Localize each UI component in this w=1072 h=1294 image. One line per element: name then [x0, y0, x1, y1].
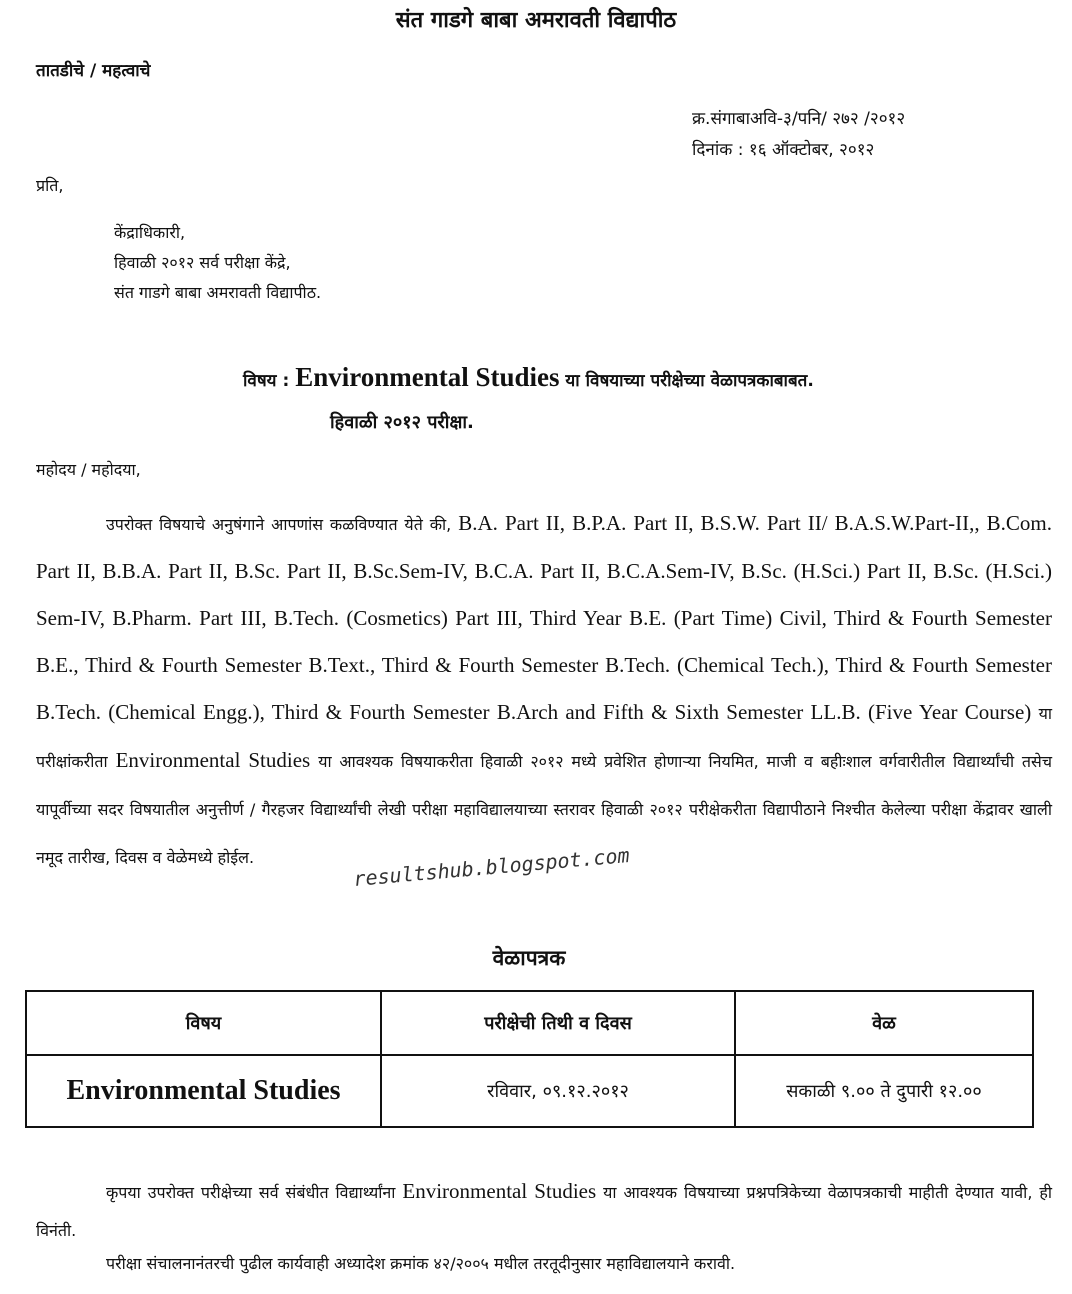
subject-line — [243, 362, 814, 393]
body-tail: या आवश्यक विषयाकरीता हिवाळी २०१२ मध्ये प्रवेशित होणाऱ्या नियमित, माजी व बहीःशाल वर्गवारीतील विद्यार्थ्यांची तसेच यापूर्वीच्या सदर विषयातील अनुत्तीर्ण / गैरहजर विद्यार्थ्यांची लेखी परीक्षा महाविद्यालयाच्या स्तरावर हिवाळी २०१२ परीक्षेकरीता विद्यापीठाने निश्चीत केलेल्या परीक्षा केंद्रावर खाली नमूद तारीख, दिवस व वेळेमध्ये होईल. — [36, 752, 1053, 867]
table-row — [26, 1055, 1033, 1127]
letter-date: दिनांक : १६ ऑक्टोबर, २०१२ — [692, 140, 875, 160]
cell-date: रविवार, ०९.१२.२०१२ — [381, 1055, 735, 1127]
exam-session: हिवाळी २०१२ परीक्षा. — [330, 412, 474, 433]
body-mid: या परीक्षांकरीता — [36, 704, 1053, 771]
course-list: B.A. Part II, B.P.A. Part II, B.S.W. Part II/ B.A.S.W.Part-II,, B.Com. Part II, B.B.A. Part II, B.Sc. Part II, B.Sc.Sem-IV, B.C.A. Part II, B.C.A.Sem-IV, B.Sc. (H.Sci.) Part II, B.Sc. (H.Sci.) Sem-IV, B.Pharm. Part III, B.Tech. (Cosmetics) Part III, Third Year B.E. (Part Time) Civil, Third & Fourth Semester B.E., Third & Fourth Semester B.Text., Third & Fourth Semester B.Tech. (Chemical Tech.), Third & Fourth Semester B.Tech. (Chemical Engg.), Third & Fourth Semester B.Arch and Fifth & Sixth Semester LL.B. (Five Year Course) — [36, 511, 1053, 724]
urgent-label: तातडीचे / महत्वाचे — [36, 61, 151, 81]
closing-part-1: कृपया उपरोक्त परीक्षेच्या सर्व संबंधीत विद्यार्थ्यांना — [106, 1183, 396, 1202]
university-title: संत गाडगे बाबा अमरावती विद्यापीठ — [395, 8, 677, 33]
recipient-line-3: संत गाडगे बाबा अमरावती विद्यापीठ. — [114, 283, 322, 302]
closing-paragraph — [36, 1172, 1052, 1250]
body-subject-name: Environmental Studies — [115, 748, 311, 772]
cell-time: सकाळी ९.०० ते दुपारी १२.०० — [735, 1055, 1033, 1127]
header-date: परीक्षेची तिथी व दिवस — [381, 991, 735, 1055]
body-paragraph — [36, 500, 1052, 881]
body-intro: उपरोक्त विषयाचे अनुषंगाने आपणांस कळविण्यात येते की, — [106, 515, 452, 534]
reference-block — [692, 104, 905, 166]
subject-label: विषय : — [243, 371, 290, 391]
header-time: वेळ — [735, 991, 1033, 1055]
recipient-line-1: केंद्राधिकारी, — [114, 223, 186, 242]
closing-part-2: या आवश्यक विषयाच्या प्रश्नपत्रिकेच्या वेळापत्रकाची माहीती देण्यात यावी, ही विनंती. — [36, 1183, 1052, 1240]
schedule-table — [25, 990, 1034, 1128]
recipient-address — [114, 218, 321, 308]
header-subject: विषय — [26, 991, 381, 1055]
watermark: resultshub.blogspot.com — [352, 842, 631, 892]
subject-course: Environmental Studies — [295, 362, 560, 392]
table-header-row — [26, 991, 1033, 1055]
subject-rest: या विषयाच्या परीक्षेच्या वेळापत्रकाबाबत. — [565, 371, 814, 391]
reference-number: क्र.संगाबाअवि-३/पनि/ २७२ /२०१२ — [692, 109, 906, 129]
cell-subject: Environmental Studies — [26, 1055, 381, 1127]
salutation: महोदय / महोदया, — [36, 460, 141, 479]
recipient-line-2: हिवाळी २०१२ सर्व परीक्षा केंद्रे, — [114, 253, 291, 272]
closing-subject-name: Environmental Studies — [402, 1179, 597, 1203]
final-note: परीक्षा संचालनानंतरची पुढील कार्यवाही अध्यादेश क्रमांक ४२/२००५ मधील तरतूदीनुसार महाविद्यालयाने करावी. — [106, 1254, 736, 1273]
address-to: प्रति, — [36, 176, 64, 195]
schedule-title: वेळापत्रक — [492, 946, 566, 970]
